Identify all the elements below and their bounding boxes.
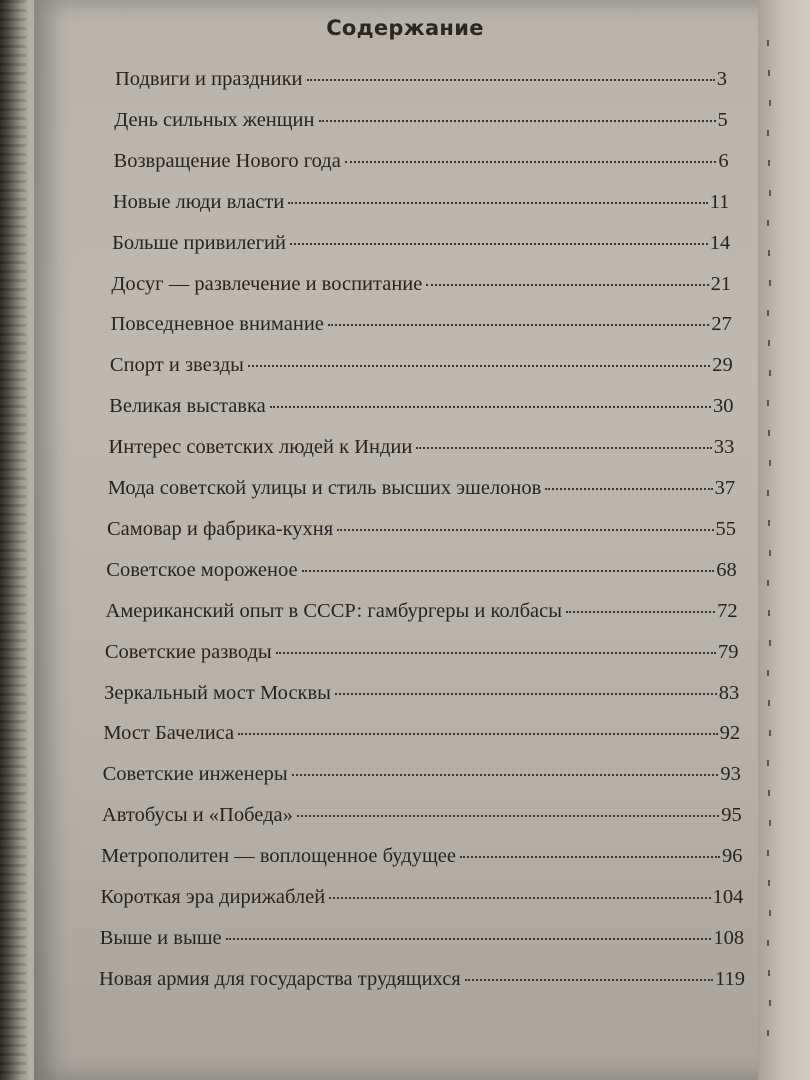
toc-leader-dots <box>426 284 708 286</box>
toc-entry-page: 96 <box>722 845 743 868</box>
toc-entry-page: 55 <box>715 517 736 540</box>
toc-entry-title: Повседневное внимание <box>110 313 324 336</box>
toc-entry <box>108 477 735 507</box>
toc-entry-page: 93 <box>720 763 741 786</box>
toc-entry-title: Выше и выше <box>99 926 222 949</box>
toc-leader-dots <box>297 815 719 817</box>
toc-entry-page: 5 <box>717 108 728 131</box>
toc-entry <box>101 845 742 875</box>
toc-leader-dots <box>465 979 713 981</box>
toc-entry-page: 29 <box>712 354 733 377</box>
toc-entry-title: Досуг — развлечение и воспитание <box>111 272 423 295</box>
toc-leader-dots <box>319 120 716 122</box>
toc-entry-page: 11 <box>709 190 730 213</box>
toc-entry-title: Больше привилегий <box>112 231 286 254</box>
toc-entry-title: Советские инженеры <box>102 763 288 786</box>
toc-entry-title: Американский опыт в СССР: гамбургеры и колбасы <box>105 599 562 622</box>
toc-entry <box>114 109 728 139</box>
toc-entry-title: Новые люди власти <box>112 190 285 213</box>
toc-leader-dots <box>276 652 716 654</box>
toc-entry-page: 6 <box>718 149 729 172</box>
toc-entry-page: 37 <box>714 477 736 499</box>
toc-leader-dots <box>302 570 715 572</box>
toc-entry-title: Зеркальный мост Москвы <box>104 681 331 704</box>
toc-entry <box>111 273 731 303</box>
toc-leader-dots <box>337 529 713 531</box>
toc-entry <box>112 232 730 262</box>
toc-entry <box>100 927 744 957</box>
toc-entry-title: День сильных женщин <box>114 108 315 131</box>
toc-entry <box>99 968 745 998</box>
toc-entry <box>108 436 734 466</box>
toc-leader-dots <box>345 161 717 163</box>
toc-entry-title: Мост Бачелиса <box>103 722 235 745</box>
toc-leader-dots <box>328 324 710 326</box>
toc-entry-title: Советские разводы <box>104 640 272 663</box>
toc-entry-page: 21 <box>710 272 732 295</box>
toc-entry-page: 30 <box>713 395 734 418</box>
toc-entry-page: 72 <box>717 599 738 622</box>
toc-leader-dots <box>290 243 708 245</box>
toc-entry <box>106 559 737 589</box>
toc-leader-dots <box>292 774 719 776</box>
toc-entry-title: Советское мороженое <box>106 558 298 581</box>
toc-leader-dots <box>460 856 720 858</box>
toc-leader-dots <box>307 79 715 81</box>
toc-leader-dots <box>416 447 712 449</box>
toc-leader-dots <box>288 202 707 204</box>
toc-entry-page: 108 <box>713 926 745 949</box>
toc-entry-page: 33 <box>713 436 735 459</box>
toc-entry-title: Новая армия для государства трудящихся <box>99 967 461 990</box>
toc-entry-title: Возвращение Нового года <box>113 149 341 172</box>
toc-entry <box>110 354 733 384</box>
toc-entry-title: Спорт и звезды <box>109 354 244 377</box>
toc-leader-dots <box>238 733 717 735</box>
toc-entry <box>114 150 729 180</box>
toc-leader-dots <box>226 938 712 940</box>
toc-entry <box>100 886 743 916</box>
toc-entry <box>103 722 740 752</box>
toc-entry <box>113 191 730 221</box>
toc-entry <box>104 682 739 712</box>
toc-leader-dots <box>270 406 711 408</box>
toc-entry-title: Подвиги и праздники <box>115 68 303 90</box>
toc-entry-title: Мода советской улицы и стиль высших эшелонов <box>107 477 542 499</box>
toc-leader-dots <box>248 365 710 367</box>
toc-entry <box>105 641 739 671</box>
toc-entry <box>102 804 742 834</box>
toc-entry <box>103 763 741 793</box>
toc-entry-title: Великая выставка <box>109 395 266 418</box>
toc-leader-dots <box>545 488 712 490</box>
toc-leader-dots <box>335 693 717 695</box>
toc-entry-page: 14 <box>709 231 731 254</box>
toc-entry <box>106 600 738 630</box>
toc-entry-page: 92 <box>719 722 741 745</box>
toc-entry-page: 3 <box>716 68 727 90</box>
toc-entry-page: 119 <box>715 967 745 990</box>
toc-entry-title: Метрополитен — воплощенное будущее <box>101 845 456 868</box>
toc-entry <box>111 313 732 343</box>
toc-entry-title: Короткая эра дирижаблей <box>100 886 326 908</box>
toc-entry <box>115 68 727 98</box>
toc-entry <box>109 395 733 425</box>
toc-entry-page: 79 <box>717 640 739 663</box>
toc-entry-title: Самовар и фабрика-кухня <box>107 517 334 540</box>
toc-entry-title: Автобусы и «Победа» <box>101 804 293 827</box>
toc-entry-page: 27 <box>711 313 732 336</box>
toc-entry-page: 68 <box>716 558 737 581</box>
toc-entry <box>107 518 736 548</box>
toc-entry-title: Интерес советских людей к Индии <box>108 436 413 459</box>
toc-leader-dots <box>329 897 710 899</box>
toc-leader-dots <box>566 611 715 613</box>
toc-entry-page: 95 <box>721 804 742 827</box>
toc-entry-page: 83 <box>718 681 740 704</box>
toc-entry-page: 104 <box>712 886 744 908</box>
page-title: Содержание <box>326 16 484 40</box>
